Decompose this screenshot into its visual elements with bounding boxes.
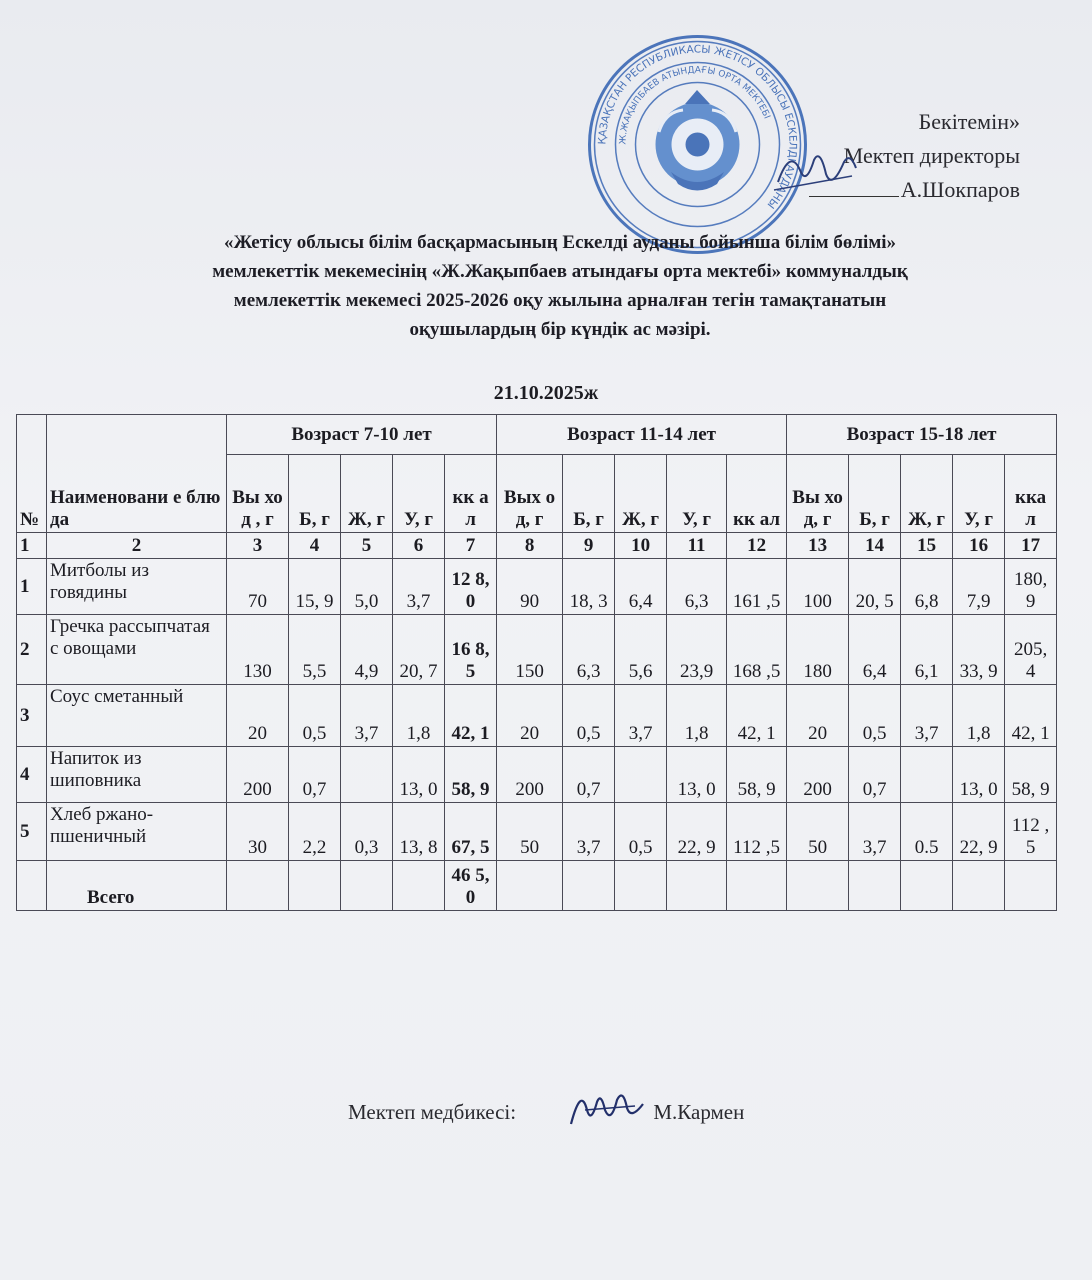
state-emblem-icon xyxy=(656,90,740,191)
g3-yield-cell: 50 xyxy=(787,803,849,861)
g1-protein-cell: 2,2 xyxy=(289,803,341,861)
director-name: А.Шокпаров xyxy=(900,177,1020,202)
stamp-inner-text: Ж.ЖАҚЫПБАЕВ АТЫНДАҒЫ ОРТА МЕКТЕБІ xyxy=(618,65,772,145)
document-title xyxy=(110,228,1010,344)
index-cell: 8 xyxy=(497,533,563,559)
nurse-label: Мектеп медбикесі: xyxy=(348,1100,517,1124)
g1-protein-cell: 0,5 xyxy=(289,685,341,747)
index-cell: 14 xyxy=(849,533,901,559)
index-cell: 4 xyxy=(289,533,341,559)
g2-yield-cell: 50 xyxy=(497,803,563,861)
group-header-7-10: Возраст 7-10 лет xyxy=(227,415,497,455)
table-row xyxy=(17,747,1057,803)
index-cell: 6 xyxy=(393,533,445,559)
index-cell: 11 xyxy=(667,533,727,559)
g2-kcal-cell: 112 ,5 xyxy=(727,803,787,861)
table-row xyxy=(17,559,1057,615)
nurse-name: М.Кармен xyxy=(653,1100,745,1124)
g2-protein-cell: 3,7 xyxy=(563,803,615,861)
g2-fat-cell: 3,7 xyxy=(615,685,667,747)
table-row xyxy=(17,685,1057,747)
approval-line-1: Бекітемін» xyxy=(918,109,1020,134)
g1-protein-cell: 15, 9 xyxy=(289,559,341,615)
g3-kcal-cell: 180, 9 xyxy=(1005,559,1057,615)
menu-date: 21.10.2025ж xyxy=(493,382,599,404)
group-header-11-14: Возраст 11-14 лет xyxy=(497,415,787,455)
total-row xyxy=(17,861,1057,911)
title-line-2: мемлекеттік мекемесінің «Ж.Жақыпбаев атындағы орта мектебі» коммуналдық xyxy=(212,261,908,282)
nurse-signature xyxy=(565,1080,650,1135)
subheader-g2-protein: Б, г xyxy=(563,455,615,533)
row-number: 3 xyxy=(17,685,47,747)
g3-carbs-cell: 33, 9 xyxy=(953,615,1005,685)
nurse-footer xyxy=(348,1100,744,1125)
g3-fat-cell: 0.5 xyxy=(901,803,953,861)
g1-carbs-cell: 20, 7 xyxy=(393,615,445,685)
g3-yield-cell: 20 xyxy=(787,685,849,747)
g2-protein-cell: 18, 3 xyxy=(563,559,615,615)
g2-yield-cell: 90 xyxy=(497,559,563,615)
g2-kcal-cell: 168 ,5 xyxy=(727,615,787,685)
index-cell: 15 xyxy=(901,533,953,559)
subheader-g2-yield: Вых од, г xyxy=(497,455,563,533)
g2-protein-cell: 0,5 xyxy=(563,685,615,747)
g2-kcal-cell: 58, 9 xyxy=(727,747,787,803)
g2-kcal-cell: 42, 1 xyxy=(727,685,787,747)
total-no-cell xyxy=(17,861,47,911)
subheader-g3-fat: Ж, г xyxy=(901,455,953,533)
row-number: 2 xyxy=(17,615,47,685)
g2-carbs-cell: 22, 9 xyxy=(667,803,727,861)
g1-fat-cell xyxy=(341,747,393,803)
subheader-g3-protein: Б, г xyxy=(849,455,901,533)
g3-kcal-cell: 42, 1 xyxy=(1005,685,1057,747)
subheader-g1-fat: Ж, г xyxy=(341,455,393,533)
g2-protein-cell: 0,7 xyxy=(563,747,615,803)
g2-fat-cell xyxy=(615,747,667,803)
g3-kcal-cell: 112 ,5 xyxy=(1005,803,1057,861)
index-cell: 10 xyxy=(615,533,667,559)
title-line-4: оқушылардың бір күндік ас мәзірі. xyxy=(409,319,711,340)
subheader-g3-yield: Вы ход, г xyxy=(787,455,849,533)
dish-name: Хлеб ржано-пшеничный xyxy=(47,803,227,861)
index-cell: 2 xyxy=(47,533,227,559)
g1-protein-cell: 5,5 xyxy=(289,615,341,685)
g1-carbs-cell: 13, 0 xyxy=(393,747,445,803)
approval-line-2: Мектеп директоры xyxy=(843,143,1020,168)
g3-yield-cell: 200 xyxy=(787,747,849,803)
g3-fat-cell: 3,7 xyxy=(901,685,953,747)
subheader-g1-yield: Вы ход , г xyxy=(227,455,289,533)
row-number: 5 xyxy=(17,803,47,861)
director-signature xyxy=(770,140,860,200)
g2-kcal-cell: 161 ,5 xyxy=(727,559,787,615)
g2-protein-cell: 6,3 xyxy=(563,615,615,685)
subheader-g2-fat: Ж, г xyxy=(615,455,667,533)
g3-kcal-cell: 205, 4 xyxy=(1005,615,1057,685)
g1-carbs-cell: 1,8 xyxy=(393,685,445,747)
g1-kcal-cell: 42, 1 xyxy=(445,685,497,747)
index-cell: 3 xyxy=(227,533,289,559)
title-line-1: «Жетісу облысы білім басқармасының Ескелді ауданы бойынша білім бөлімі» xyxy=(223,232,897,253)
index-cell: 9 xyxy=(563,533,615,559)
g1-kcal-cell: 67, 5 xyxy=(445,803,497,861)
index-cell: 13 xyxy=(787,533,849,559)
g2-yield-cell: 20 xyxy=(497,685,563,747)
total-label: Всего xyxy=(47,861,227,911)
row-number: 4 xyxy=(17,747,47,803)
dish-name: Соус сметанный xyxy=(47,685,227,747)
g1-yield-cell: 70 xyxy=(227,559,289,615)
index-cell: 7 xyxy=(445,533,497,559)
g2-carbs-cell: 23,9 xyxy=(667,615,727,685)
g2-yield-cell: 200 xyxy=(497,747,563,803)
column-index-row xyxy=(17,533,1057,559)
dish-name: Гречка рассыпчатая с овощами xyxy=(47,615,227,685)
g1-carbs-cell: 13, 8 xyxy=(393,803,445,861)
subheader-g1-kcal: кк ал xyxy=(445,455,497,533)
g3-fat-cell xyxy=(901,747,953,803)
col-header-no: № xyxy=(17,415,47,533)
g1-fat-cell: 0,3 xyxy=(341,803,393,861)
g3-fat-cell: 6,1 xyxy=(901,615,953,685)
group-header-15-18: Возраст 15-18 лет xyxy=(787,415,1057,455)
g1-fat-cell: 4,9 xyxy=(341,615,393,685)
g3-yield-cell: 180 xyxy=(787,615,849,685)
subheader-g2-kcal: кк ал xyxy=(727,455,787,533)
g2-carbs-cell: 6,3 xyxy=(667,559,727,615)
subheader-g2-carbs: У, г xyxy=(667,455,727,533)
row-number: 1 xyxy=(17,559,47,615)
g2-carbs-cell: 1,8 xyxy=(667,685,727,747)
g2-fat-cell: 6,4 xyxy=(615,559,667,615)
g1-protein-cell: 0,7 xyxy=(289,747,341,803)
g3-kcal-cell: 58, 9 xyxy=(1005,747,1057,803)
g3-protein-cell: 0,7 xyxy=(849,747,901,803)
index-cell: 12 xyxy=(727,533,787,559)
dish-name: Митболы из говядины xyxy=(47,559,227,615)
g2-carbs-cell: 13, 0 xyxy=(667,747,727,803)
g1-yield-cell: 30 xyxy=(227,803,289,861)
g2-yield-cell: 150 xyxy=(497,615,563,685)
subheader-g3-carbs: У, г xyxy=(953,455,1005,533)
g3-yield-cell: 100 xyxy=(787,559,849,615)
g1-yield-cell: 200 xyxy=(227,747,289,803)
subheader-g1-protein: Б, г xyxy=(289,455,341,533)
g3-carbs-cell: 7,9 xyxy=(953,559,1005,615)
title-line-3: мемлекеттік мекемесі 2025-2026 оқу жылына арналған тегін тамақтанатын xyxy=(233,290,887,311)
g1-carbs-cell: 3,7 xyxy=(393,559,445,615)
g1-kcal-cell: 12 8,0 xyxy=(445,559,497,615)
table-row xyxy=(17,803,1057,861)
total-kcal-g1: 46 5,0 xyxy=(445,861,497,911)
g3-carbs-cell: 22, 9 xyxy=(953,803,1005,861)
g3-protein-cell: 0,5 xyxy=(849,685,901,747)
g1-yield-cell: 130 xyxy=(227,615,289,685)
g1-kcal-cell: 16 8,5 xyxy=(445,615,497,685)
index-cell: 16 xyxy=(953,533,1005,559)
g3-carbs-cell: 13, 0 xyxy=(953,747,1005,803)
menu-table xyxy=(16,414,1057,911)
index-cell: 17 xyxy=(1005,533,1057,559)
subheader-g1-carbs: У, г xyxy=(393,455,445,533)
g1-fat-cell: 5,0 xyxy=(341,559,393,615)
g3-fat-cell: 6,8 xyxy=(901,559,953,615)
g1-yield-cell: 20 xyxy=(227,685,289,747)
index-cell: 1 xyxy=(17,533,47,559)
col-header-name: Наименовани е блюда xyxy=(47,415,227,533)
subheader-g3-kcal: кка л xyxy=(1005,455,1057,533)
g3-carbs-cell: 1,8 xyxy=(953,685,1005,747)
dish-name: Напиток из шиповника xyxy=(47,747,227,803)
stamp-outer-text: ҚАЗАҚСТАН РЕСПУБЛИКАСЫ ЖЕТІСУ ОБЛЫСЫ ЕСКЕЛДІ АУДАНЫ xyxy=(596,43,799,211)
g1-kcal-cell: 58, 9 xyxy=(445,747,497,803)
menu-rows xyxy=(17,559,1057,861)
g1-fat-cell: 3,7 xyxy=(341,685,393,747)
g3-protein-cell: 3,7 xyxy=(849,803,901,861)
index-cell: 5 xyxy=(341,533,393,559)
table-row xyxy=(17,615,1057,685)
g2-fat-cell: 0,5 xyxy=(615,803,667,861)
g3-protein-cell: 20, 5 xyxy=(849,559,901,615)
g2-fat-cell: 5,6 xyxy=(615,615,667,685)
g3-protein-cell: 6,4 xyxy=(849,615,901,685)
